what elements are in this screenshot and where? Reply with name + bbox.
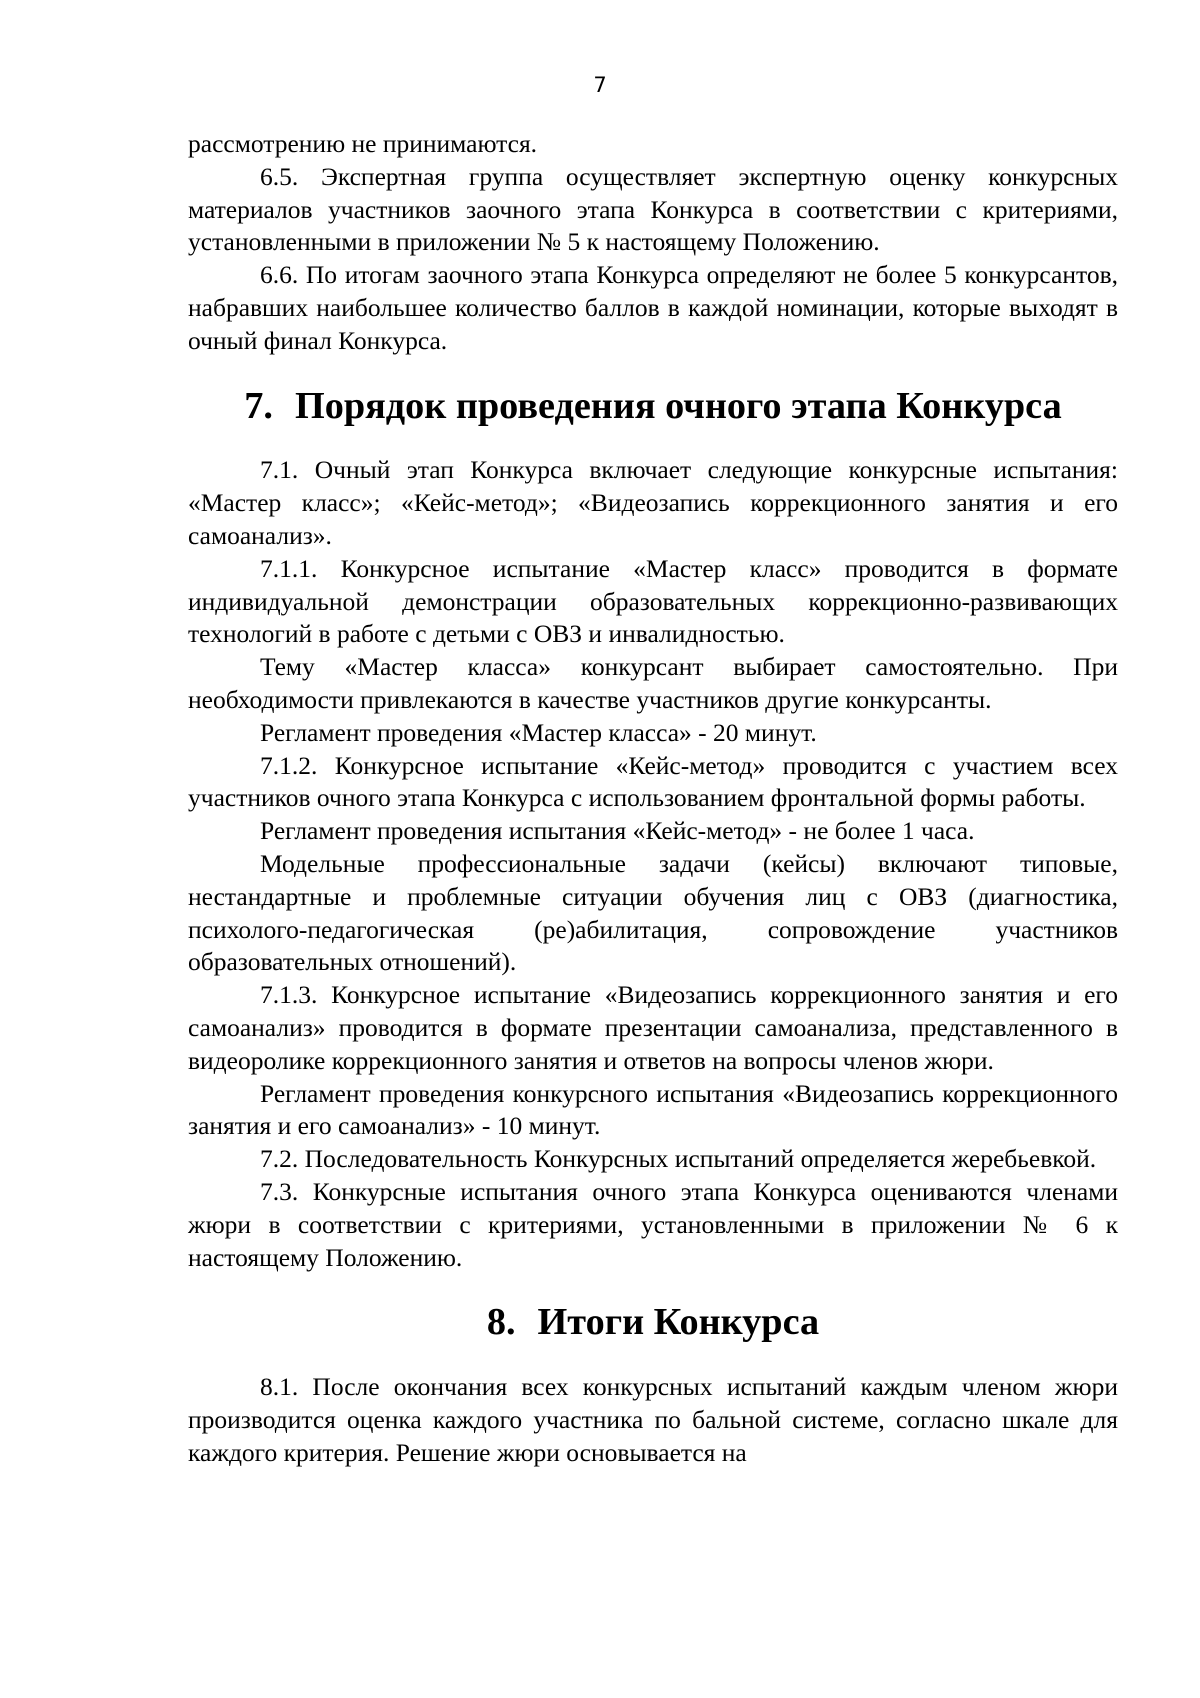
paragraph-8-1: 8.1. После окончания всех конкурсных испытаний каждым членом жюри производится оценка каждого участника по бальной системе, согласно шкале для каждого критерия. Решение жюри основывается на — [188, 1372, 1118, 1467]
paragraph-master-class-time: Регламент проведения «Мастер класса» - 20 минут. — [260, 717, 817, 747]
paragraph-7-1-1: 7.1.1. Конкурсное испытание «Мастер класс» проводится в формате индивидуальной демонстрации образовательных коррекционно-развивающих технологий в работе с детьми с ОВЗ и инвалидностью. — [188, 553, 1118, 649]
paragraph-7-1-3: 7.1.3. Конкурсное испытание «Видеозапись коррекционного занятия и его самоанализ» проводится в формате презентации самоанализа, представленного в видеоролике коррекционного занятия и ответов на вопросы членов жюри. — [188, 980, 1118, 1075]
section-title: Порядок проведения очного этапа Конкурса — [294, 384, 1062, 427]
paragraph-6-6: 6.6. По итогам заочного этапа Конкурса определяют не более 5 конкурсантов, набравших наибольшее количество баллов в каждой номинации, которые выходят в очный финал Конкурса. — [188, 260, 1118, 355]
paragraph-6-5: 6.5. Экспертная группа осуществляет экспертную оценку конкурсных материалов участников заочного этапа Конкурса в соответствии с критериями, установленными в приложении № 5 к настоящему Положению. — [188, 161, 1118, 257]
document-body — [188, 128, 1118, 1469]
page-number: 7 — [593, 73, 607, 97]
paragraph-video-time: Регламент проведения конкурсного испытания «Видеозапись коррекционного занятия и его самоанализ» - 10 минут. — [188, 1078, 1118, 1141]
section-number: 8. — [486, 1301, 516, 1344]
paragraph-7-1: 7.1. Очный этап Конкурса включает следующие конкурсные испытания: «Мастер класс»; «Кейс-метод»; «Видеозапись коррекционного занятия и его самоанализ». — [188, 455, 1118, 550]
paragraph-7-3: 7.3. Конкурсные испытания очного этапа Конкурса оцениваются членами жюри в соответствии с критериями, установленными в приложении № 6 к настоящему Положению. — [188, 1176, 1118, 1272]
section-heading-7 — [188, 384, 1118, 427]
paragraph-7-1-2: 7.1.2. Конкурсное испытание «Кейс-метод» проводится с участием всех участников очного этапа Конкурса с использованием фронтальной формы работы. — [188, 750, 1118, 813]
section-title: Итоги Конкурса — [537, 1301, 820, 1344]
paragraph-case-tasks: Модельные профессиональные задачи (кейсы) включают типовые, нестандартные и проблемные ситуации обучения лиц с ОВЗ (диагностика, психолого-педагогическая (ре)абилитация, сопровождение участников образовательных отношений). — [188, 848, 1118, 977]
section-number: 7. — [244, 384, 273, 427]
paragraph-case-method-time: Регламент проведения испытания «Кейс-метод» - не более 1 часа. — [260, 816, 975, 846]
paragraph-7-2: 7.2. Последовательность Конкурсных испытаний определяется жеребьевкой. — [260, 1144, 1097, 1174]
paragraph-continued: рассмотрению не принимаются. — [188, 129, 538, 158]
section-heading-8 — [188, 1301, 1118, 1344]
paragraph-master-class-topic: Тему «Мастер класса» конкурсант выбирает самостоятельно. При необходимости привлекаются в качестве участников другие конкурсанты. — [188, 652, 1118, 714]
